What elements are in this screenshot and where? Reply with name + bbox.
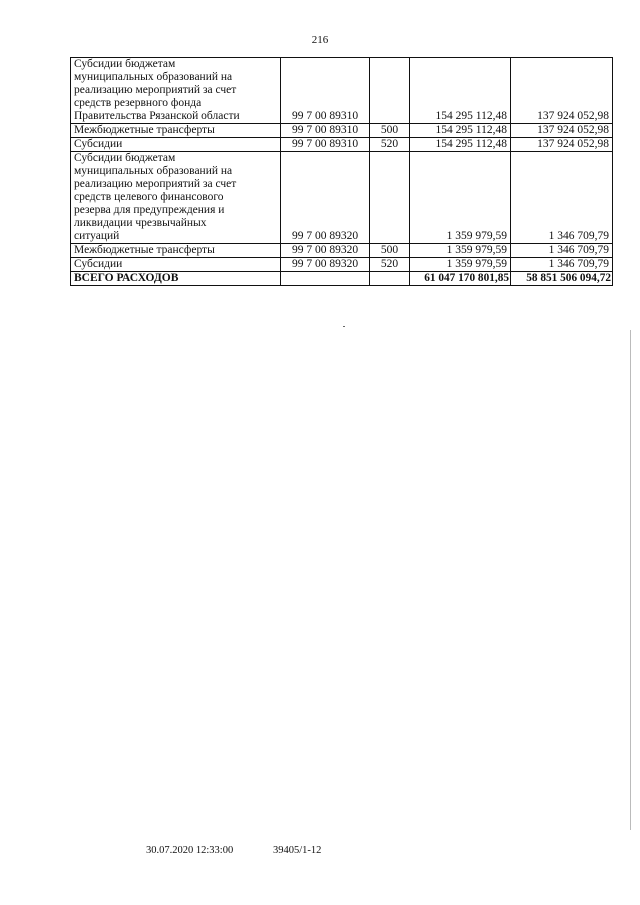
row-amount-2: 137 924 052,98 [511,58,613,124]
row-name [71,124,281,138]
row-code: 99 7 00 89320 [281,152,370,244]
row-name [71,244,281,258]
row-name-line: Субсидии бюджетам [74,58,176,70]
row-type: 500 [370,124,410,138]
row-amount-1: 154 295 112,48 [410,138,511,152]
row-type [370,58,410,124]
footer-document-code: 39405/1-12 [273,845,322,856]
row-amount-1: 1 359 979,59 [410,152,511,244]
row-amount-1: 154 295 112,48 [410,58,511,124]
footer-date: 30.07.2020 12:33:00 [146,845,234,856]
table-row [71,244,613,258]
row-name-line: муниципальных образований на [74,71,233,83]
row-name-line: Субсидии [74,258,123,270]
row-type: 500 [370,244,410,258]
row-amount-1: 1 359 979,59 [410,258,511,272]
row-name-line: Субсидии [74,138,123,150]
row-amount-2: 1 346 709,79 [511,244,613,258]
row-amount-2: 1 346 709,79 [511,152,613,244]
row-name-line: реализацию мероприятий за счет [74,178,237,190]
row-type [370,152,410,244]
row-name [71,138,281,152]
row-name-line: ситуаций [74,230,120,242]
row-amount-1: 1 359 979,59 [410,244,511,258]
scan-edge-line [630,330,631,830]
total-amount-2: 58 851 506 094,72 [511,272,613,286]
table-row [71,58,613,124]
row-name [71,58,281,124]
total-row [71,272,613,286]
row-amount-2: 1 346 709,79 [511,258,613,272]
row-name-line: муниципальных образований на [74,165,233,177]
page-number: 216 [311,34,329,46]
row-name [71,258,281,272]
table-body [71,58,613,272]
total-amount-1: 61 047 170 801,85 [410,272,511,286]
row-amount-2: 137 924 052,98 [511,124,613,138]
table-row [71,124,613,138]
row-code: 99 7 00 89310 [281,124,370,138]
row-name [71,152,281,244]
row-name-line: ликвидации чрезвычайных [74,217,207,229]
row-code: 99 7 00 89310 [281,58,370,124]
row-name-line: резерва для предупреждения и [74,204,225,216]
row-name-line: Субсидии бюджетам [74,152,176,164]
scan-mark [343,326,345,327]
row-code: 99 7 00 89310 [281,138,370,152]
row-amount-1: 154 295 112,48 [410,124,511,138]
table-row [71,138,613,152]
row-name-line: Правительства Рязанской области [74,110,240,122]
row-name-line: Межбюджетные трансферты [74,244,215,256]
row-name-line: реализацию мероприятий за счет [74,84,237,96]
table-row [71,152,613,244]
total-type [370,272,410,286]
row-name-line: средств резервного фонда [74,97,202,109]
expenditure-table [70,57,613,286]
row-amount-2: 137 924 052,98 [511,138,613,152]
row-name-line: средств целевого финансового [74,191,224,203]
row-type: 520 [370,258,410,272]
total-label: ВСЕГО РАСХОДОВ [71,272,281,286]
row-code: 99 7 00 89320 [281,244,370,258]
row-code: 99 7 00 89320 [281,258,370,272]
row-name-line: Межбюджетные трансферты [74,124,215,136]
table-row [71,258,613,272]
row-type: 520 [370,138,410,152]
total-code [281,272,370,286]
